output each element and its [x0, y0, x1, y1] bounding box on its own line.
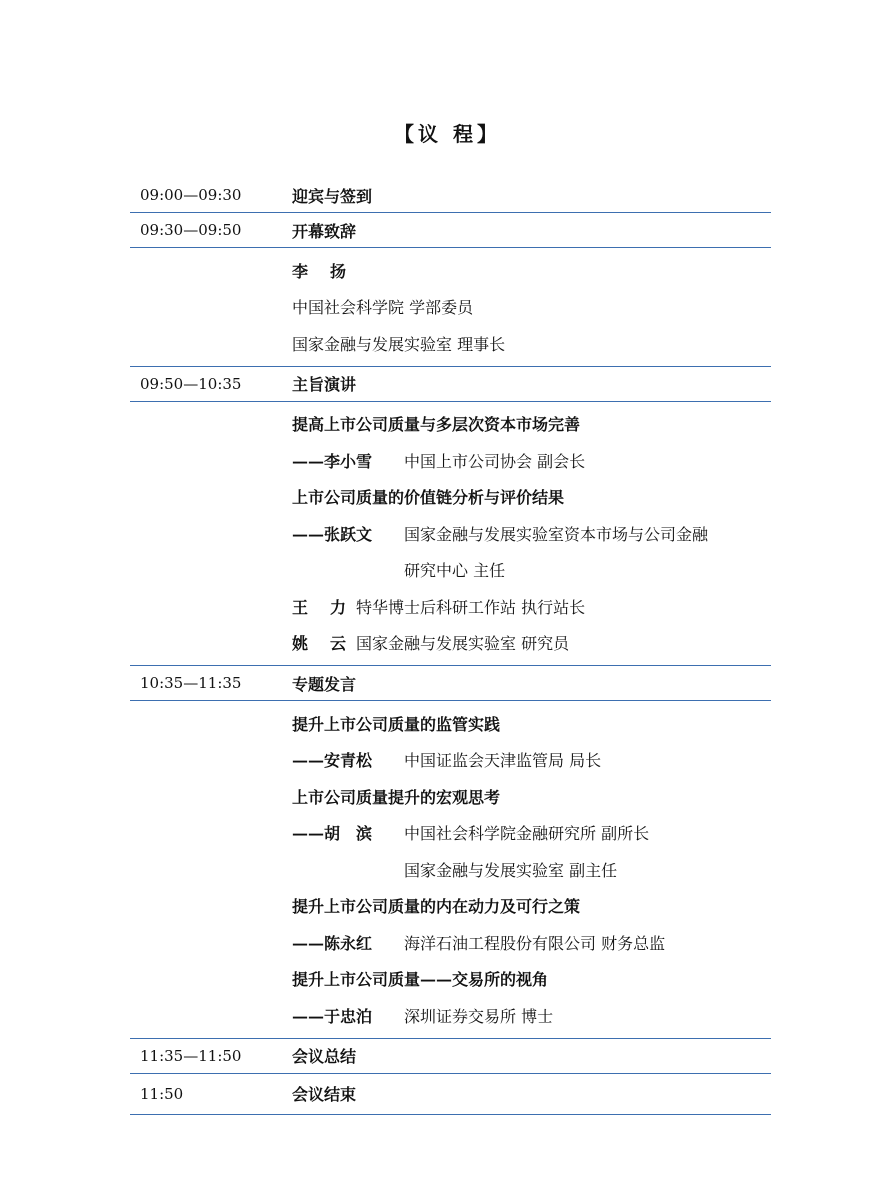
- session-time: 09:30—09:50: [140, 221, 242, 239]
- talk-title: 上市公司质量的价值链分析与评价结果: [292, 488, 565, 508]
- session-opening-details: [130, 248, 771, 367]
- session-time: 11:50: [140, 1084, 184, 1103]
- talk-speaker: ——李小雪: [292, 451, 373, 471]
- talk-speaker-line: [292, 742, 771, 779]
- session-title: 开幕致辞: [292, 221, 357, 241]
- session-time: 11:35—11:50: [140, 1046, 242, 1065]
- session-time: 09:50—10:35: [140, 374, 242, 393]
- agenda-table: [130, 178, 771, 1115]
- session-keynote: [130, 367, 771, 402]
- session-topics-details: [130, 701, 771, 1039]
- talk-affiliation: 国家金融与发展实验室资本市场与公司金融: [404, 524, 709, 544]
- talk-speaker: ——胡 滨: [292, 824, 373, 844]
- session-title: 专题发言: [292, 674, 357, 694]
- talk-affiliation: 中国上市公司协会 副会长: [404, 451, 586, 471]
- panelist-name: 姚 云: [292, 634, 347, 654]
- talk-speaker: ——张跃文: [292, 524, 373, 544]
- page-title: 【议 程】: [394, 122, 501, 146]
- talk-title: 提升上市公司质量的内在动力及可行之策: [292, 897, 581, 917]
- talk-speaker: ——陈永红: [292, 933, 373, 953]
- speaker-affiliation: 中国社会科学院 学部委员: [292, 298, 474, 318]
- session-title: 会议总结: [292, 1047, 357, 1066]
- talk-speaker-line: [292, 997, 771, 1034]
- panelist-line: [292, 625, 771, 662]
- session-topics: [130, 666, 771, 701]
- speaker-affiliation: 国家金融与发展实验室 理事长: [292, 334, 506, 354]
- panelist-affiliation: 特华博士后科研工作站 执行站长: [356, 597, 586, 617]
- panelist-affiliation: 国家金融与发展实验室 研究员: [356, 634, 570, 654]
- talk-speaker: ——安青松: [292, 751, 373, 771]
- session-title: 迎宾与签到: [292, 186, 373, 206]
- session-summary: [130, 1039, 771, 1074]
- talk-speaker-line: [292, 442, 771, 479]
- talk-title: 提高上市公司质量与多层次资本市场完善: [292, 415, 581, 435]
- session-welcome: [130, 178, 771, 213]
- talk-speaker-line: [292, 515, 771, 552]
- talk-title: 提升上市公司质量——交易所的视角: [292, 970, 549, 990]
- session-keynote-details: [130, 402, 771, 667]
- session-closing: [130, 1074, 771, 1115]
- talk-title: 上市公司质量提升的宏观思考: [292, 787, 501, 807]
- panelist-line: [292, 588, 771, 625]
- talk-speaker-line: [292, 815, 771, 852]
- session-time: 09:00—09:30: [140, 186, 242, 204]
- talk-affiliation-continued: 研究中心 主任: [404, 561, 506, 581]
- talk-affiliation-continued: 国家金融与发展实验室 副主任: [404, 860, 618, 880]
- talk-title: 提升上市公司质量的监管实践: [292, 714, 501, 734]
- talk-affiliation: 海洋石油工程股份有限公司 财务总监: [404, 933, 666, 953]
- talk-speaker-line: [292, 924, 771, 961]
- session-title: 主旨演讲: [292, 375, 357, 394]
- panelist-name: 王 力: [292, 597, 347, 617]
- talk-affiliation: 中国社会科学院金融研究所 副所长: [404, 824, 650, 844]
- talk-speaker: ——于忠泊: [292, 1006, 373, 1026]
- session-opening: [130, 213, 771, 248]
- session-title: 会议结束: [292, 1085, 357, 1104]
- speaker-name: 李 扬: [292, 261, 347, 281]
- talk-affiliation: 中国证监会天津监管局 局长: [404, 751, 602, 771]
- session-time: 10:35—11:35: [140, 674, 242, 692]
- talk-affiliation: 深圳证券交易所 博士: [404, 1006, 554, 1026]
